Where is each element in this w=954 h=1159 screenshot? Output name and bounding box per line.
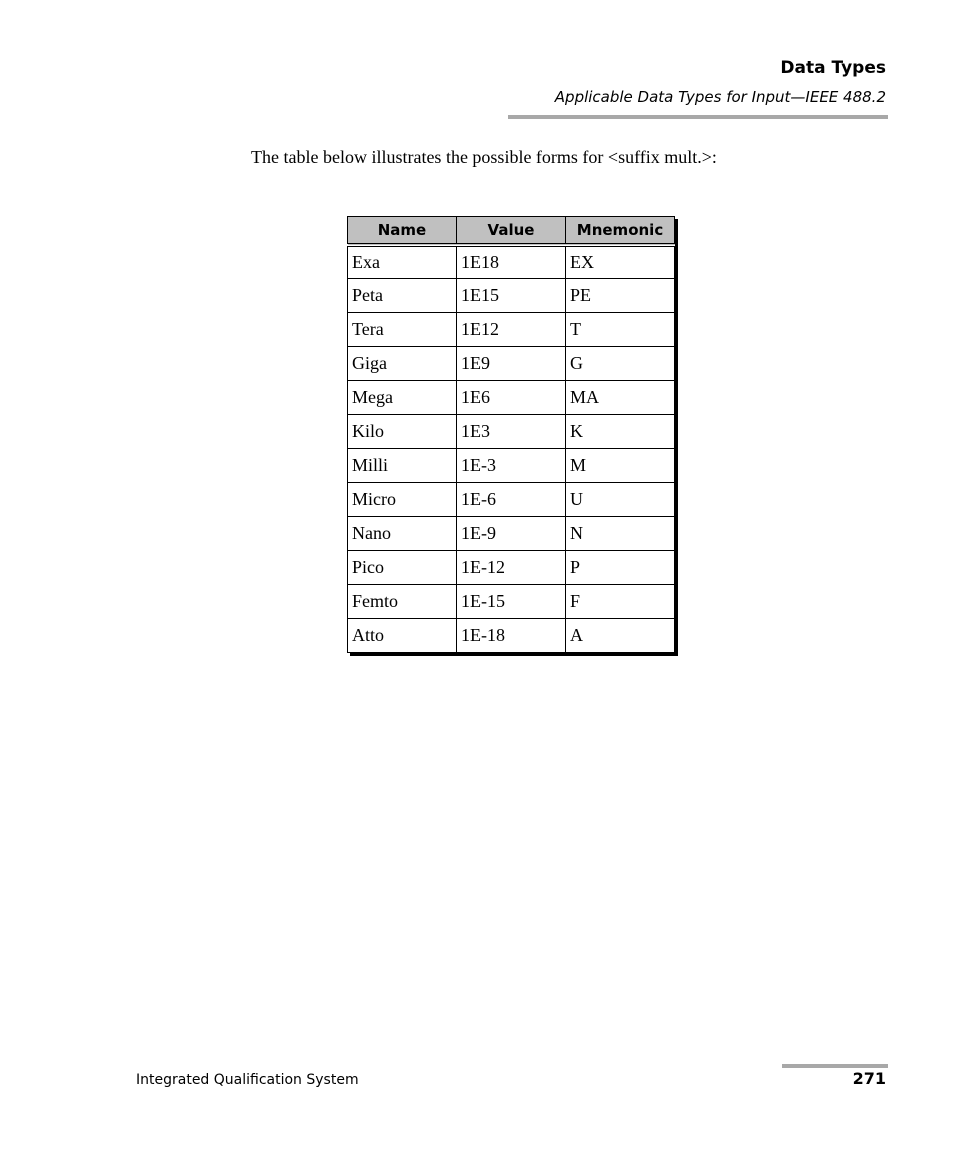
table-body	[348, 245, 675, 653]
table-row	[348, 517, 675, 551]
table-row	[348, 415, 675, 449]
cell-mnemonic: PE	[566, 279, 675, 313]
header-title: Data Types	[780, 58, 886, 78]
cell-value: 1E-18	[457, 619, 566, 653]
table-row	[348, 551, 675, 585]
suffix-table-container	[347, 216, 675, 653]
cell-value: 1E12	[457, 313, 566, 347]
cell-mnemonic: A	[566, 619, 675, 653]
cell-value: 1E3	[457, 415, 566, 449]
table-row	[348, 313, 675, 347]
cell-name: Mega	[348, 381, 457, 415]
intro-paragraph: The table below illustrates the possible forms for <suffix mult.>:	[251, 147, 717, 167]
cell-value: 1E15	[457, 279, 566, 313]
cell-value: 1E-12	[457, 551, 566, 585]
cell-name: Pico	[348, 551, 457, 585]
cell-name: Giga	[348, 347, 457, 381]
cell-name: Peta	[348, 279, 457, 313]
cell-name: Exa	[348, 245, 457, 279]
cell-mnemonic: EX	[566, 245, 675, 279]
table-row	[348, 245, 675, 279]
table-row	[348, 449, 675, 483]
page-number: 271	[852, 1069, 886, 1088]
column-header-mnemonic: Mnemonic	[566, 217, 675, 245]
cell-mnemonic: G	[566, 347, 675, 381]
cell-mnemonic: K	[566, 415, 675, 449]
cell-mnemonic: U	[566, 483, 675, 517]
table-row	[348, 381, 675, 415]
cell-value: 1E9	[457, 347, 566, 381]
cell-value: 1E-6	[457, 483, 566, 517]
cell-mnemonic: F	[566, 585, 675, 619]
cell-value: 1E-3	[457, 449, 566, 483]
column-header-name: Name	[348, 217, 457, 245]
cell-name: Tera	[348, 313, 457, 347]
cell-name: Milli	[348, 449, 457, 483]
header-rule	[508, 115, 888, 119]
cell-name: Kilo	[348, 415, 457, 449]
cell-value: 1E6	[457, 381, 566, 415]
cell-name: Nano	[348, 517, 457, 551]
cell-mnemonic: MA	[566, 381, 675, 415]
footer-rule	[782, 1064, 888, 1068]
cell-mnemonic: T	[566, 313, 675, 347]
table-row	[348, 585, 675, 619]
column-header-value: Value	[457, 217, 566, 245]
header-subtitle: Applicable Data Types for Input—IEEE 488.2	[554, 88, 886, 106]
footer-document-title: Integrated Qualification System	[136, 1072, 359, 1088]
table-header-row	[348, 217, 675, 245]
cell-mnemonic: P	[566, 551, 675, 585]
cell-name: Micro	[348, 483, 457, 517]
table-row	[348, 347, 675, 381]
cell-name: Atto	[348, 619, 457, 653]
table-row	[348, 619, 675, 653]
cell-name: Femto	[348, 585, 457, 619]
cell-value: 1E18	[457, 245, 566, 279]
cell-mnemonic: M	[566, 449, 675, 483]
suffix-mult-table	[347, 216, 675, 653]
cell-value: 1E-9	[457, 517, 566, 551]
cell-mnemonic: N	[566, 517, 675, 551]
cell-value: 1E-15	[457, 585, 566, 619]
table-row	[348, 279, 675, 313]
table-row	[348, 483, 675, 517]
